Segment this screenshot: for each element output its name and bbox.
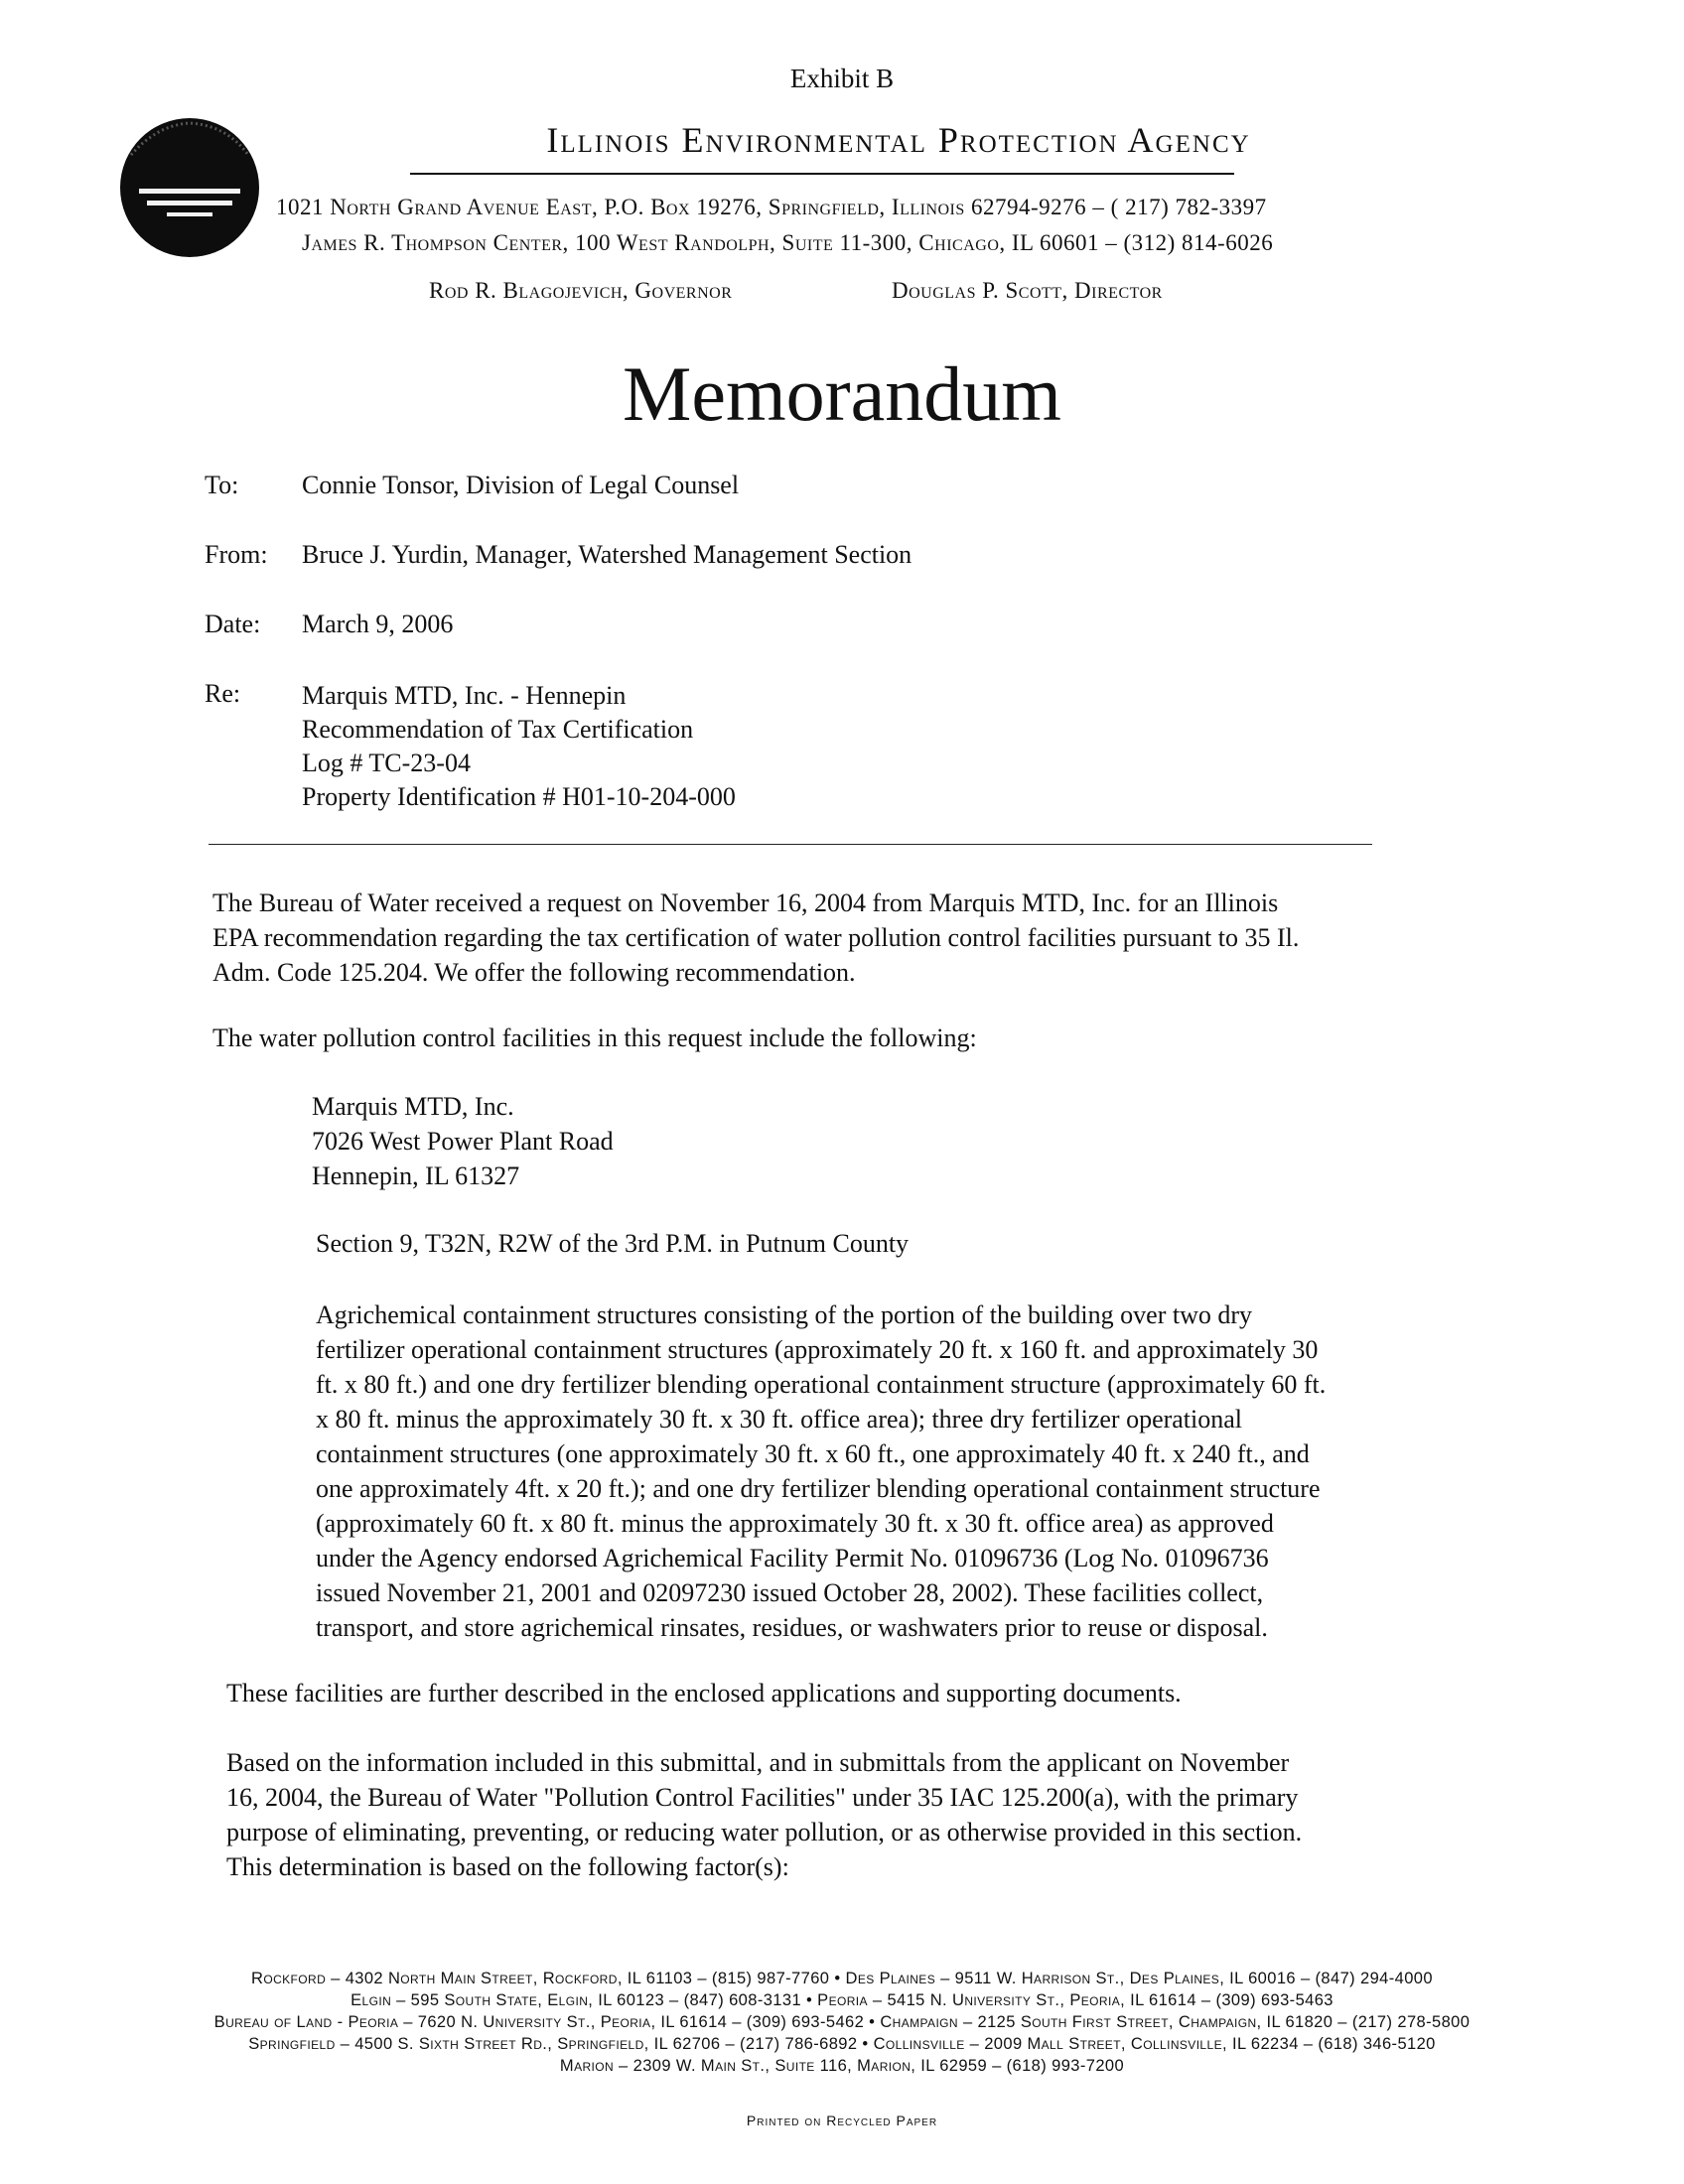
from-value: Bruce J. Yurdin, Manager, Watershed Management Section	[302, 540, 912, 569]
date-value: March 9, 2006	[302, 610, 454, 638]
director-name: Douglas P. Scott, Director	[892, 278, 1163, 303]
to-value: Connie Tonsor, Division of Legal Counsel	[302, 471, 740, 499]
re-line: Log # TC-23-04	[302, 749, 471, 777]
text-line: purpose of eliminating, preventing, or reducing water pollution, or as otherwise provided in this section.	[226, 1818, 1303, 1846]
agency-seal-logo	[117, 115, 262, 260]
text-line: containment structures (one approximately 30 ft. x 60 ft., one approximately 40 ft. x 240 ft., and	[316, 1439, 1310, 1468]
re-line: Marquis MTD, Inc. - Hennepin	[302, 681, 627, 710]
further-described-paragraph: These facilities are further described in the enclosed applications and supporting documents.	[226, 1679, 1182, 1707]
text-line: Agrichemical containment structures consisting of the portion of the building over two dry	[316, 1300, 1253, 1329]
recycled-paper-note: Printed on Recycled Paper	[746, 2113, 938, 2128]
footer-offices-line: Springfield – 4500 S. Sixth Street Rd., Springfield, IL 62706 – (217) 786-6892 • Collinsville – 2009 Mall Street, Collinsville, IL 62234 – (618) 346-5120	[248, 2035, 1436, 2053]
text-line: issued November 21, 2001 and 02097230 issued October 28, 2002). These facilities collect,	[316, 1578, 1264, 1607]
from-label: From:	[205, 540, 268, 569]
text-line: This determination is based on the following factor(s):	[226, 1852, 789, 1881]
legal-location: Section 9, T32N, R2W of the 3rd P.M. in Putnum County	[316, 1229, 910, 1258]
text-line: Based on the information included in this submittal, and in submittals from the applicant on November	[226, 1748, 1290, 1777]
letterhead-rule	[410, 173, 1234, 175]
text-line: under the Agency endorsed Agrichemical Facility Permit No. 01096736 (Log No. 01096736	[316, 1544, 1269, 1572]
text-line: transport, and store agrichemical rinsates, residues, or washwaters prior to reuse or disposal.	[316, 1613, 1268, 1642]
re-line: Property Identification # H01-10-204-000	[302, 782, 736, 811]
text-line: 16, 2004, the Bureau of Water "Pollution Control Facilities" under 35 IAC 125.200(a), with the primary	[226, 1783, 1299, 1812]
exhibit-label: Exhibit B	[789, 64, 895, 93]
address-line: 7026 West Power Plant Road	[312, 1127, 614, 1156]
facilities-intro: The water pollution control facilities in this request include the following:	[212, 1024, 977, 1052]
header-divider	[209, 844, 1372, 845]
springfield-address: 1021 North Grand Avenue East, P.O. Box 19276, Springfield, Illinois 62794-9276 – ( 217) 782-3397	[276, 195, 1267, 219]
footer-offices-line: Rockford – 4302 North Main Street, Rockford, IL 61103 – (815) 987-7760 • Des Plaines – 9511 W. Harrison St., Des Plaines, IL 60016 – (847) 294-4000	[251, 1970, 1433, 1987]
footer-offices-line: Marion – 2309 W. Main St., Suite 116, Marion, IL 62959 – (618) 993-7200	[559, 2057, 1125, 2075]
text-line: EPA recommendation regarding the tax certification of water pollution control facilities pursuant to 35 Il.	[212, 923, 1300, 952]
footer-offices-line: Elgin – 595 South State, Elgin, IL 60123 – (847) 608-3131 • Peoria – 5415 N. University St., Peoria, IL 61614 – (309) 693-5463	[351, 1991, 1333, 2009]
date-label: Date:	[205, 610, 261, 638]
document-title: Memorandum	[623, 350, 1061, 437]
agency-name: Illinois Environmental Protection Agency	[546, 120, 1251, 160]
footer-offices-line: Bureau of Land - Peoria – 7620 N. University St., Peoria, IL 61614 – (309) 693-5462 • Champaign – 2125 South First Street, Champaign, IL 61820 – (217) 278-5800	[213, 2013, 1471, 2031]
text-line: (approximately 60 ft. x 80 ft. minus the approximately 30 ft. x 30 ft. office area) as approved	[316, 1509, 1274, 1538]
to-label: To:	[205, 471, 239, 499]
text-line: Adm. Code 125.204. We offer the following recommendation.	[212, 958, 856, 987]
text-line: The Bureau of Water received a request on November 16, 2004 from Marquis MTD, Inc. for an Illinois	[212, 888, 1279, 917]
re-subject	[302, 679, 736, 814]
text-line: ft. x 80 ft.) and one dry fertilizer blending operational containment structure (approximately 60 ft.	[316, 1370, 1327, 1399]
address-line: Hennepin, IL 61327	[312, 1161, 520, 1190]
chicago-address: James R. Thompson Center, 100 West Randolph, Suite 11-300, Chicago, IL 60601 – (312) 814-6026	[302, 230, 1274, 255]
determination-paragraph	[226, 1745, 1487, 1884]
request-paragraph	[212, 886, 1503, 990]
facility-description	[316, 1297, 1507, 1645]
re-line: Recommendation of Tax Certification	[302, 715, 694, 744]
text-line: one approximately 4ft. x 20 ft.); and one dry fertilizer blending operational containment structure	[316, 1474, 1321, 1503]
address-line: Marquis MTD, Inc.	[312, 1092, 514, 1121]
text-line: x 80 ft. minus the approximately 30 ft. x 30 ft. office area); three dry fertilizer operational	[316, 1405, 1243, 1433]
governor-name: Rod R. Blagojevich, Governor	[429, 278, 733, 303]
re-label: Re:	[205, 679, 241, 708]
text-line: fertilizer operational containment structures (approximately 20 ft. x 160 ft. and approximately 30	[316, 1335, 1319, 1364]
facility-address	[312, 1089, 614, 1193]
